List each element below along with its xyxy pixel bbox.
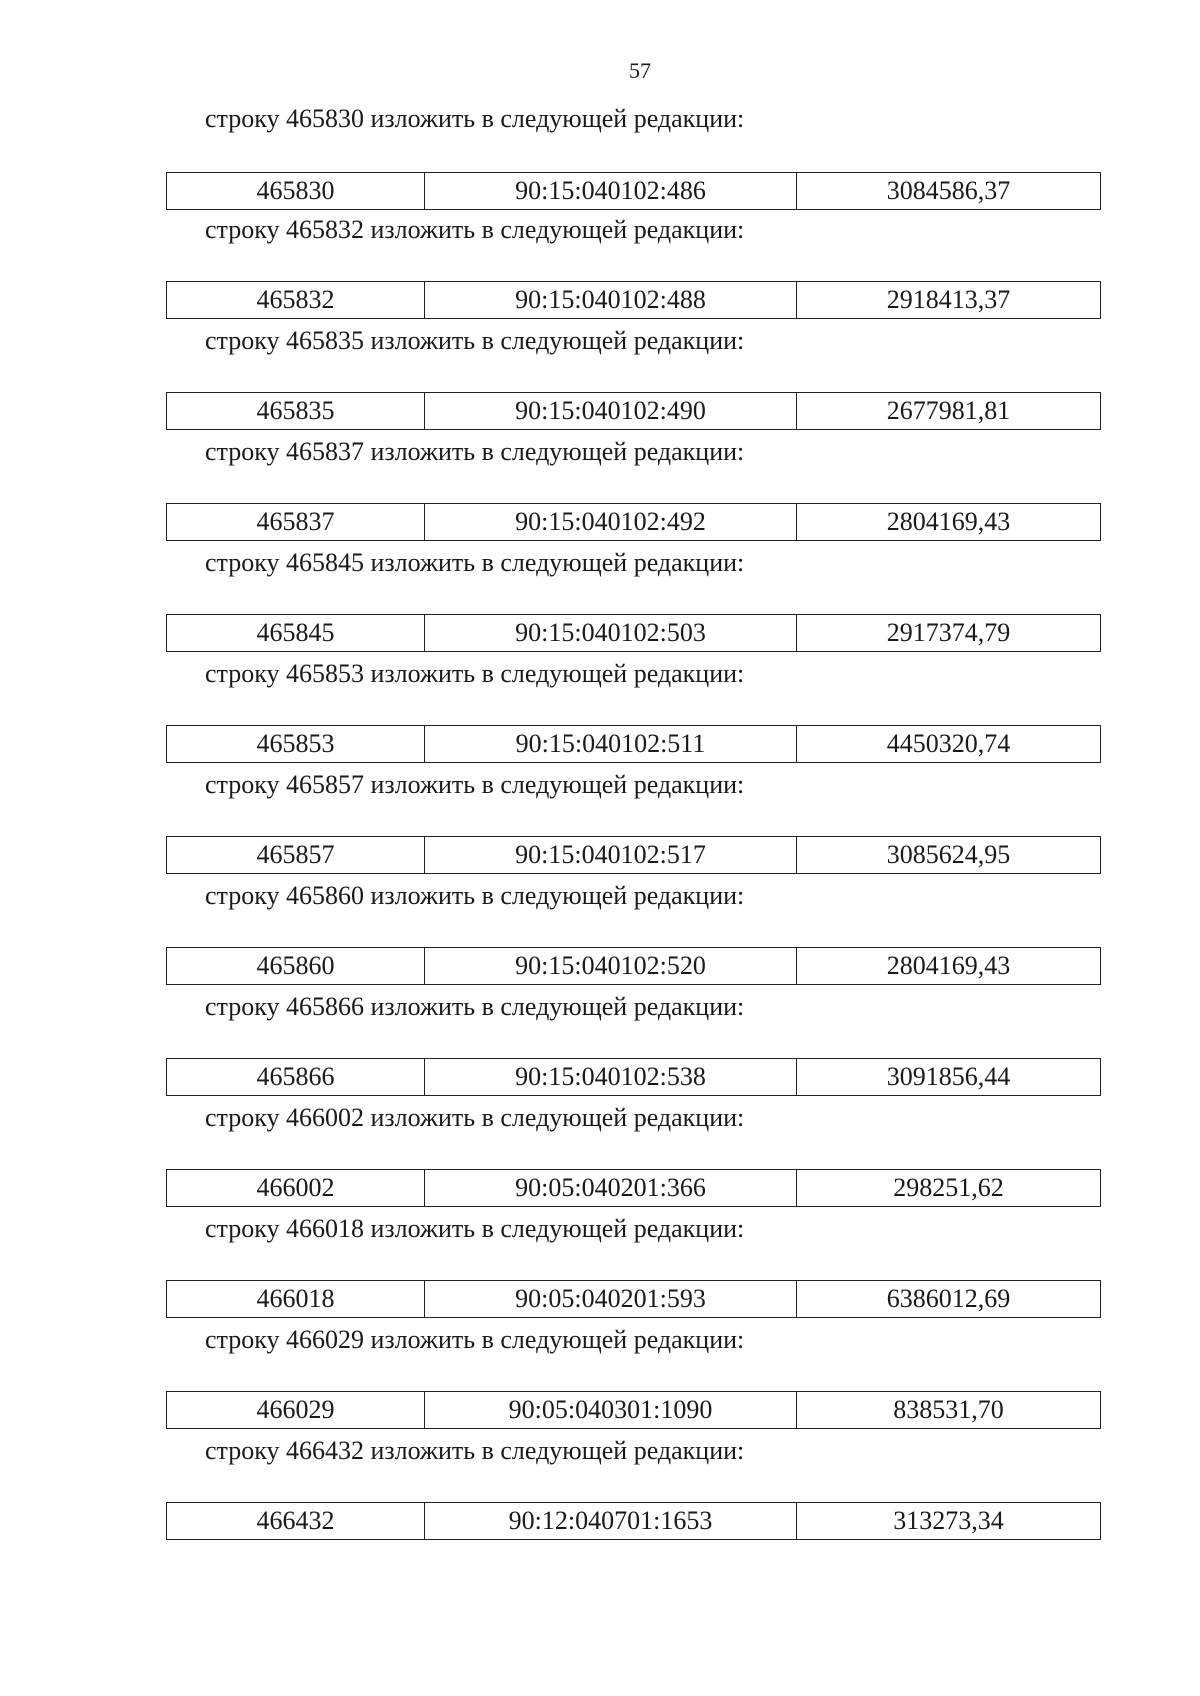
amendment-instruction: строку 466002 изложить в следующей редакции: [205,1103,745,1132]
amendment-entry [0,213,1200,324]
value-cell: 2917374,79 [797,615,1101,652]
cadastral-number-cell: 90:15:040102:520 [425,948,797,985]
amendment-list [0,102,1200,1545]
cadastral-number-cell: 90:15:040102:488 [425,282,797,319]
row-number-cell: 465845 [167,615,425,652]
amendment-instruction: строку 465853 изложить в следующей редакции: [205,659,745,688]
amendment-entry [0,546,1200,657]
value-cell: 3091856,44 [797,1059,1101,1096]
amendment-entry [0,102,1200,213]
amended-row-table [166,725,1101,763]
amendment-entry [0,1434,1200,1545]
row-number-cell: 466002 [167,1170,425,1207]
value-cell: 2677981,81 [797,393,1101,430]
row-number-cell: 465837 [167,504,425,541]
amendment-entry [0,879,1200,990]
cadastral-number-cell: 90:15:040102:511 [425,726,797,763]
amendment-entry [0,324,1200,435]
cadastral-number-cell: 90:15:040102:538 [425,1059,797,1096]
cadastral-number-cell: 90:15:040102:492 [425,504,797,541]
value-cell: 2918413,37 [797,282,1101,319]
amended-row-table [166,392,1101,430]
cadastral-number-cell: 90:15:040102:517 [425,837,797,874]
value-cell: 298251,62 [797,1170,1101,1207]
amendment-instruction: строку 465832 изложить в следующей редакции: [205,215,745,244]
value-cell: 4450320,74 [797,726,1101,763]
amended-row-table [166,1502,1101,1540]
cadastral-number-cell: 90:15:040102:490 [425,393,797,430]
table-row [167,1392,1101,1429]
amendment-instruction: строку 465835 изложить в следующей редакции: [205,326,745,355]
amendment-entry [0,1212,1200,1323]
amended-row-table [166,172,1101,210]
cadastral-number-cell: 90:15:040102:486 [425,173,797,210]
table-row [167,1170,1101,1207]
amendment-entry [0,768,1200,879]
value-cell: 6386012,69 [797,1281,1101,1318]
table-row [167,504,1101,541]
amendment-instruction: строку 466029 изложить в следующей редакции: [205,1325,745,1354]
cadastral-number-cell: 90:12:040701:1653 [425,1503,797,1540]
amended-row-table [166,836,1101,874]
amended-row-table [166,281,1101,319]
value-cell: 2804169,43 [797,504,1101,541]
amendment-instruction: строку 466018 изложить в следующей редакции: [205,1214,745,1243]
table-row [167,393,1101,430]
value-cell: 3085624,95 [797,837,1101,874]
amendment-instruction: строку 465860 изложить в следующей редакции: [205,881,745,910]
table-row [167,1281,1101,1318]
table-row [167,615,1101,652]
amendment-instruction: строку 465866 изложить в следующей редакции: [205,992,745,1021]
amendment-entry [0,1323,1200,1434]
page-number: 57 [629,58,651,83]
amended-row-table [166,947,1101,985]
cadastral-number-cell: 90:05:040201:593 [425,1281,797,1318]
amendment-entry [0,990,1200,1101]
amendment-entry [0,1101,1200,1212]
value-cell: 2804169,43 [797,948,1101,985]
table-row [167,837,1101,874]
amended-row-table [166,1280,1101,1318]
table-row [167,1503,1101,1540]
row-number-cell: 465830 [167,173,425,210]
row-number-cell: 465860 [167,948,425,985]
cadastral-number-cell: 90:15:040102:503 [425,615,797,652]
row-number-cell: 465857 [167,837,425,874]
amended-row-table [166,1391,1101,1429]
cadastral-number-cell: 90:05:040301:1090 [425,1392,797,1429]
row-number-cell: 465835 [167,393,425,430]
row-number-cell: 466029 [167,1392,425,1429]
amended-row-table [166,614,1101,652]
amendment-instruction: строку 465857 изложить в следующей редакции: [205,770,745,799]
table-row [167,282,1101,319]
amendment-instruction: строку 466432 изложить в следующей редакции: [205,1436,745,1465]
amendment-instruction: строку 465837 изложить в следующей редакции: [205,437,745,466]
table-row [167,1059,1101,1096]
table-row [167,726,1101,763]
row-number-cell: 466018 [167,1281,425,1318]
value-cell: 313273,34 [797,1503,1101,1540]
amended-row-table [166,1058,1101,1096]
table-row [167,948,1101,985]
amended-row-table [166,503,1101,541]
row-number-cell: 466432 [167,1503,425,1540]
row-number-cell: 465866 [167,1059,425,1096]
amended-row-table [166,1169,1101,1207]
value-cell: 838531,70 [797,1392,1101,1429]
row-number-cell: 465832 [167,282,425,319]
value-cell: 3084586,37 [797,173,1101,210]
amendment-instruction: строку 465845 изложить в следующей редакции: [205,548,745,577]
row-number-cell: 465853 [167,726,425,763]
amendment-instruction: строку 465830 изложить в следующей редакции: [205,104,745,133]
cadastral-number-cell: 90:05:040201:366 [425,1170,797,1207]
amendment-entry [0,657,1200,768]
table-row [167,173,1101,210]
amendment-entry [0,435,1200,546]
